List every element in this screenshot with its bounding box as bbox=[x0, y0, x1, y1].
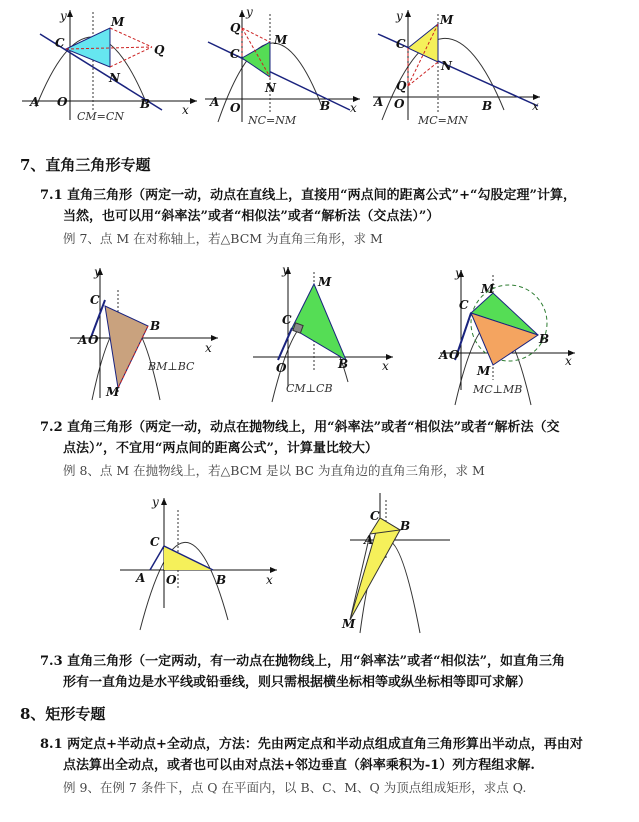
point-m-label: M bbox=[318, 275, 332, 289]
point-q-label: Q bbox=[230, 21, 241, 35]
top-figure-2 bbox=[200, 2, 370, 127]
ex8-figure-1 bbox=[112, 490, 282, 630]
point-m-lower-label: M bbox=[477, 364, 491, 378]
point-c-label: C bbox=[90, 293, 100, 307]
axis-y-label: y bbox=[60, 9, 67, 23]
figure-caption: MC⊥MB bbox=[473, 383, 523, 396]
point-c-label: C bbox=[396, 37, 406, 51]
point-m-label: M bbox=[106, 385, 120, 399]
figure-caption: CM⊥CB bbox=[286, 382, 333, 395]
section-7-1-line-1: 7.1 直角三角形（两定一动，动点在直线上，直接用“两点间的距离公式”+“勾股定理”计算， bbox=[40, 188, 576, 203]
example-8-text: 例 8、点 M 在抛物线上，若△BCM 是以 BC 为直角边的直角三角形，求 M bbox=[63, 463, 485, 478]
section-7-3-line-2: 形有一直角边是水平线或铅垂线，则只需根据横坐标相等或纵坐标相等即可求解） bbox=[63, 675, 532, 690]
point-b-label: B bbox=[338, 357, 349, 371]
point-n-label: N bbox=[109, 71, 120, 85]
top-figure-1 bbox=[22, 2, 202, 127]
point-a-label: A bbox=[439, 348, 449, 362]
point-o-label: O bbox=[230, 101, 241, 115]
axis-x-label: x bbox=[382, 359, 389, 373]
point-m-label: M bbox=[342, 617, 356, 631]
point-a-label: A bbox=[210, 95, 220, 109]
point-b-label: B bbox=[150, 319, 161, 333]
point-c-label: C bbox=[230, 47, 240, 61]
point-c-label: C bbox=[55, 36, 65, 50]
axis-y-label: y bbox=[282, 263, 289, 277]
figure-caption: NC=NM bbox=[248, 114, 297, 127]
figure-caption: CM=CN bbox=[77, 110, 124, 123]
axis-x-label: x bbox=[182, 103, 189, 117]
point-c-label: C bbox=[370, 509, 380, 523]
axis-y-label: y bbox=[94, 265, 101, 279]
section-7-1-line-2: 当然，也可以用“斜率法”或者“相似法”或者“解析法（交点法）”） bbox=[63, 209, 440, 224]
axis-y-label: y bbox=[396, 9, 403, 23]
axis-x-label: x bbox=[350, 101, 357, 115]
section-8-1-line-1: 8.1 两定点+半动点+全动点，方法：先由两定点和半动点组成直角三角形算出半动点，再由对 bbox=[40, 737, 583, 752]
point-q-label: Q bbox=[396, 79, 407, 93]
point-o-label: O bbox=[88, 333, 99, 347]
axis-x-label: x bbox=[565, 354, 572, 368]
ex7-figure-2 bbox=[248, 262, 398, 402]
point-b-label: B bbox=[216, 573, 227, 587]
point-m-label: M bbox=[111, 15, 125, 29]
axis-x-label: x bbox=[532, 99, 539, 113]
section-7-2-line-1: 7.2 直角三角形（两定一动，动点在抛物线上，用“斜率法”或者“相似法”或者“解析法（交 bbox=[40, 420, 560, 435]
point-o-label: O bbox=[449, 348, 460, 362]
section-7-heading: 7、直角三角形专题 bbox=[20, 156, 151, 174]
point-m-label: M bbox=[274, 33, 288, 47]
point-n-label: N bbox=[441, 59, 452, 73]
point-c-label: C bbox=[282, 313, 292, 327]
axis-x-label: x bbox=[205, 341, 212, 355]
point-a-label: A bbox=[136, 571, 146, 585]
point-c-label: C bbox=[459, 298, 469, 312]
figure-caption: MC=MN bbox=[418, 114, 468, 127]
ex7-figure-1 bbox=[70, 260, 220, 400]
axis-y-label: y bbox=[152, 495, 159, 509]
ex8-figure-2 bbox=[330, 488, 470, 638]
point-b-label: B bbox=[482, 99, 493, 113]
point-a-label: A bbox=[30, 95, 40, 109]
example-9-text: 例 9、在例 7 条件下，点 Q 在平面内，以 B、C、M、Q 为顶点组成矩形，求点 Q. bbox=[63, 780, 527, 795]
point-o-label: O bbox=[394, 97, 405, 111]
point-q-label: Q bbox=[154, 43, 165, 57]
point-a-label: A bbox=[364, 533, 374, 547]
point-m-label: M bbox=[440, 13, 454, 27]
point-m-upper-label: M bbox=[481, 282, 495, 296]
section-8-heading: 8、矩形专题 bbox=[20, 705, 106, 723]
point-b-label: B bbox=[140, 97, 151, 111]
top-figure-3 bbox=[368, 2, 548, 127]
axis-y-label: y bbox=[246, 5, 253, 19]
point-o-label: O bbox=[166, 573, 177, 587]
axis-y-label: y bbox=[455, 266, 462, 280]
figure-caption: BM⊥BC bbox=[148, 360, 195, 373]
point-o-label: O bbox=[57, 95, 68, 109]
section-7-2-line-2: 点法）”，不宜用“两点间的距离公式”，计算量比较大） bbox=[63, 441, 378, 456]
section-7-3-line-1: 7.3 直角三角形（一定两动，有一动点在抛物线上，用“斜率法”或者“相似法”，如直角三角 bbox=[40, 654, 566, 669]
point-a-label: A bbox=[78, 333, 88, 347]
axis-x-label: x bbox=[266, 573, 273, 587]
point-c-label: C bbox=[150, 535, 160, 549]
section-8-1-line-2: 点法算出全动点，或者也可以由对点法+邻边垂直（斜率乘积为-1）列方程组求解. bbox=[63, 758, 535, 773]
ex7-figure-3 bbox=[435, 265, 585, 405]
point-o-label: O bbox=[276, 361, 287, 375]
point-a-label: A bbox=[374, 95, 384, 109]
point-n-label: N bbox=[265, 81, 276, 95]
point-b-label: B bbox=[539, 332, 550, 346]
point-b-label: B bbox=[400, 519, 411, 533]
example-7-text: 例 7、点 M 在对称轴上，若△BCM 为直角三角形，求 M bbox=[63, 231, 383, 246]
point-b-label: B bbox=[320, 99, 331, 113]
